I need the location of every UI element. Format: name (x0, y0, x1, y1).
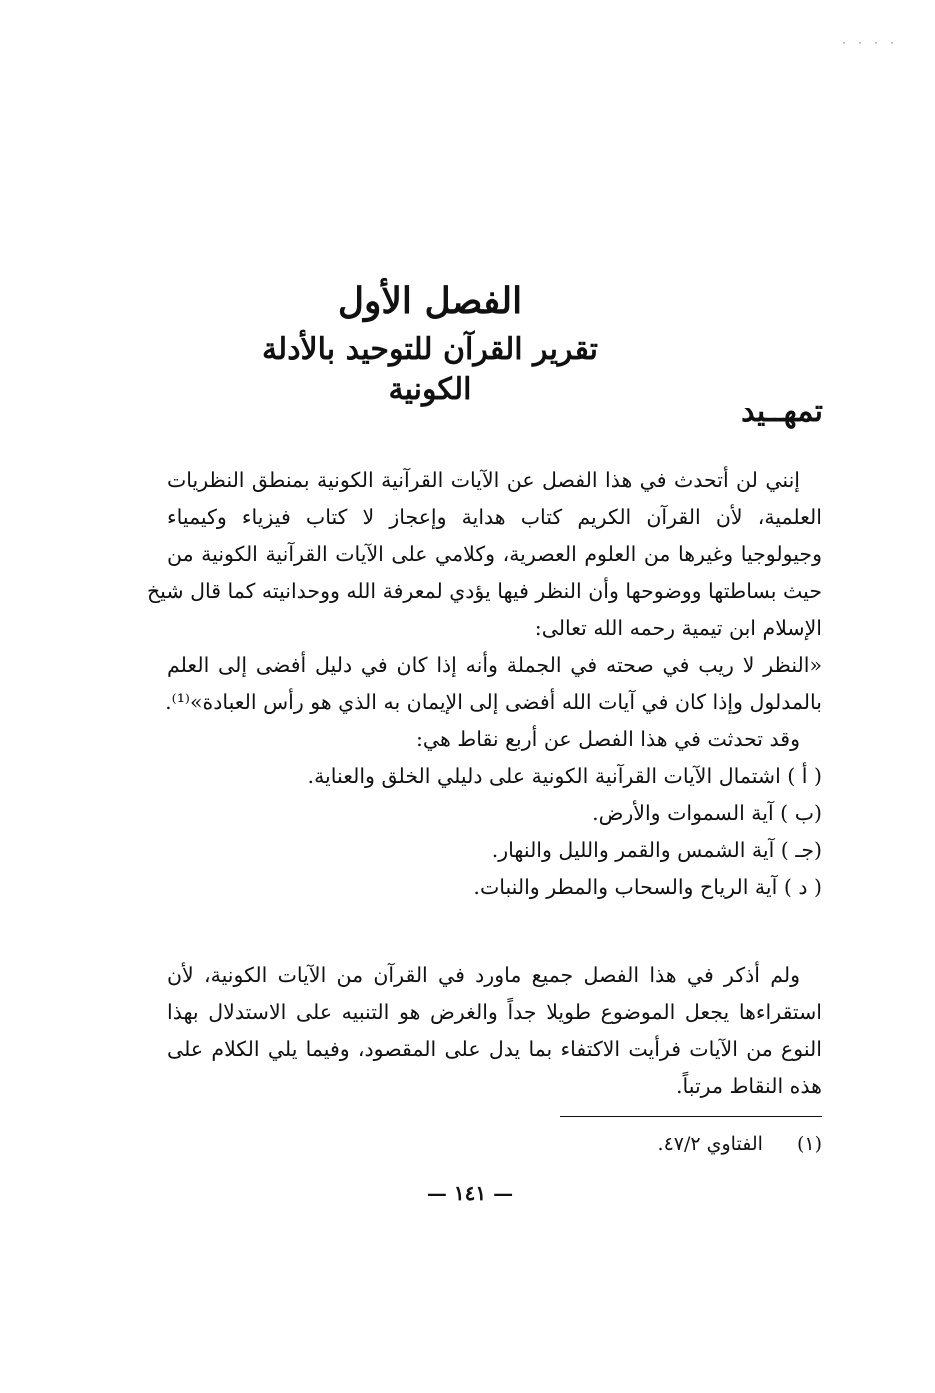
scan-corner-marks: · · · · (840, 38, 897, 49)
footnote-text: الفتاوي ٤٧/٢. (657, 1133, 763, 1155)
text-line: استقراءها يجعل الموضوع طويلا جداً والغرض هو التنبيه على الاستدلال بهذا (167, 1000, 822, 1024)
quote-line: بالمدلول وإذا كان في آيات الله أفضى إلى الإيمان به الذي هو رأس العبادة»⁽¹⁾. (165, 690, 822, 714)
text-line: وقد تحدثت في هذا الفصل عن أربع نقاط هي: (415, 727, 800, 751)
text-line: الإسلام ابن تيمية رحمه الله تعالى: (534, 616, 822, 640)
page-number: — ١٤١ — (426, 1181, 514, 1205)
text-line: ولم أذكر في هذا الفصل جميع ماورد في القرآن من الآيات الكونية، لأن (167, 963, 800, 987)
footnote (422, 1127, 822, 1161)
text-line: هذه النقاط مرتباً. (676, 1074, 822, 1098)
footnote-number: (١) (796, 1133, 822, 1155)
list-item: ( أ ) اشتمال الآيات القرآنية الكونية على دليلي الخلق والعناية. (307, 764, 822, 788)
chapter-subtitle: تقرير القرآن للتوحيد بالأدلة الكونية (261, 332, 599, 407)
list-item: ( د ) آية الرياح والسحاب والمطر والنبات. (473, 875, 822, 899)
quote-line: «النظر لا ريب في صحته في الجملة وأنه إذا كان في دليل أفضى إلى العلم (167, 653, 822, 677)
text-line: حيث بساطتها ووضوحها وأن النظر فيها يؤدي لمعرفة الله ووحدانيته كما قال شيخ (146, 579, 822, 603)
body-paragraph-closing (167, 957, 822, 1105)
list-item: (ب ) آية السموات والأرض. (592, 801, 822, 825)
chapter-title: الفصل الأول (337, 280, 523, 322)
list-item: (جـ ) آية الشمس والقمر والليل والنهار. (491, 838, 822, 862)
text-line: إنني لن أتحدث في هذا الفصل عن الآيات القرآنية الكونية بمنطق النظريات (167, 468, 800, 492)
section-heading: تمهــيد (741, 394, 823, 429)
text-line: وجيولوجيا وغيرها من العلوم العصرية، وكلامي على الآيات القرآنية الكونية من (167, 542, 822, 566)
footnote-divider (560, 1116, 822, 1117)
text-line: النوع من الآيات فرأيت الاكتفاء بما يدل على المقصود، وفيما يلي الكلام على (167, 1037, 822, 1061)
body-paragraph-intro (146, 462, 822, 906)
text-line: العلمية، لأن القرآن الكريم كتاب هداية وإعجاز لا كتاب فيزياء وكيمياء (167, 505, 822, 529)
